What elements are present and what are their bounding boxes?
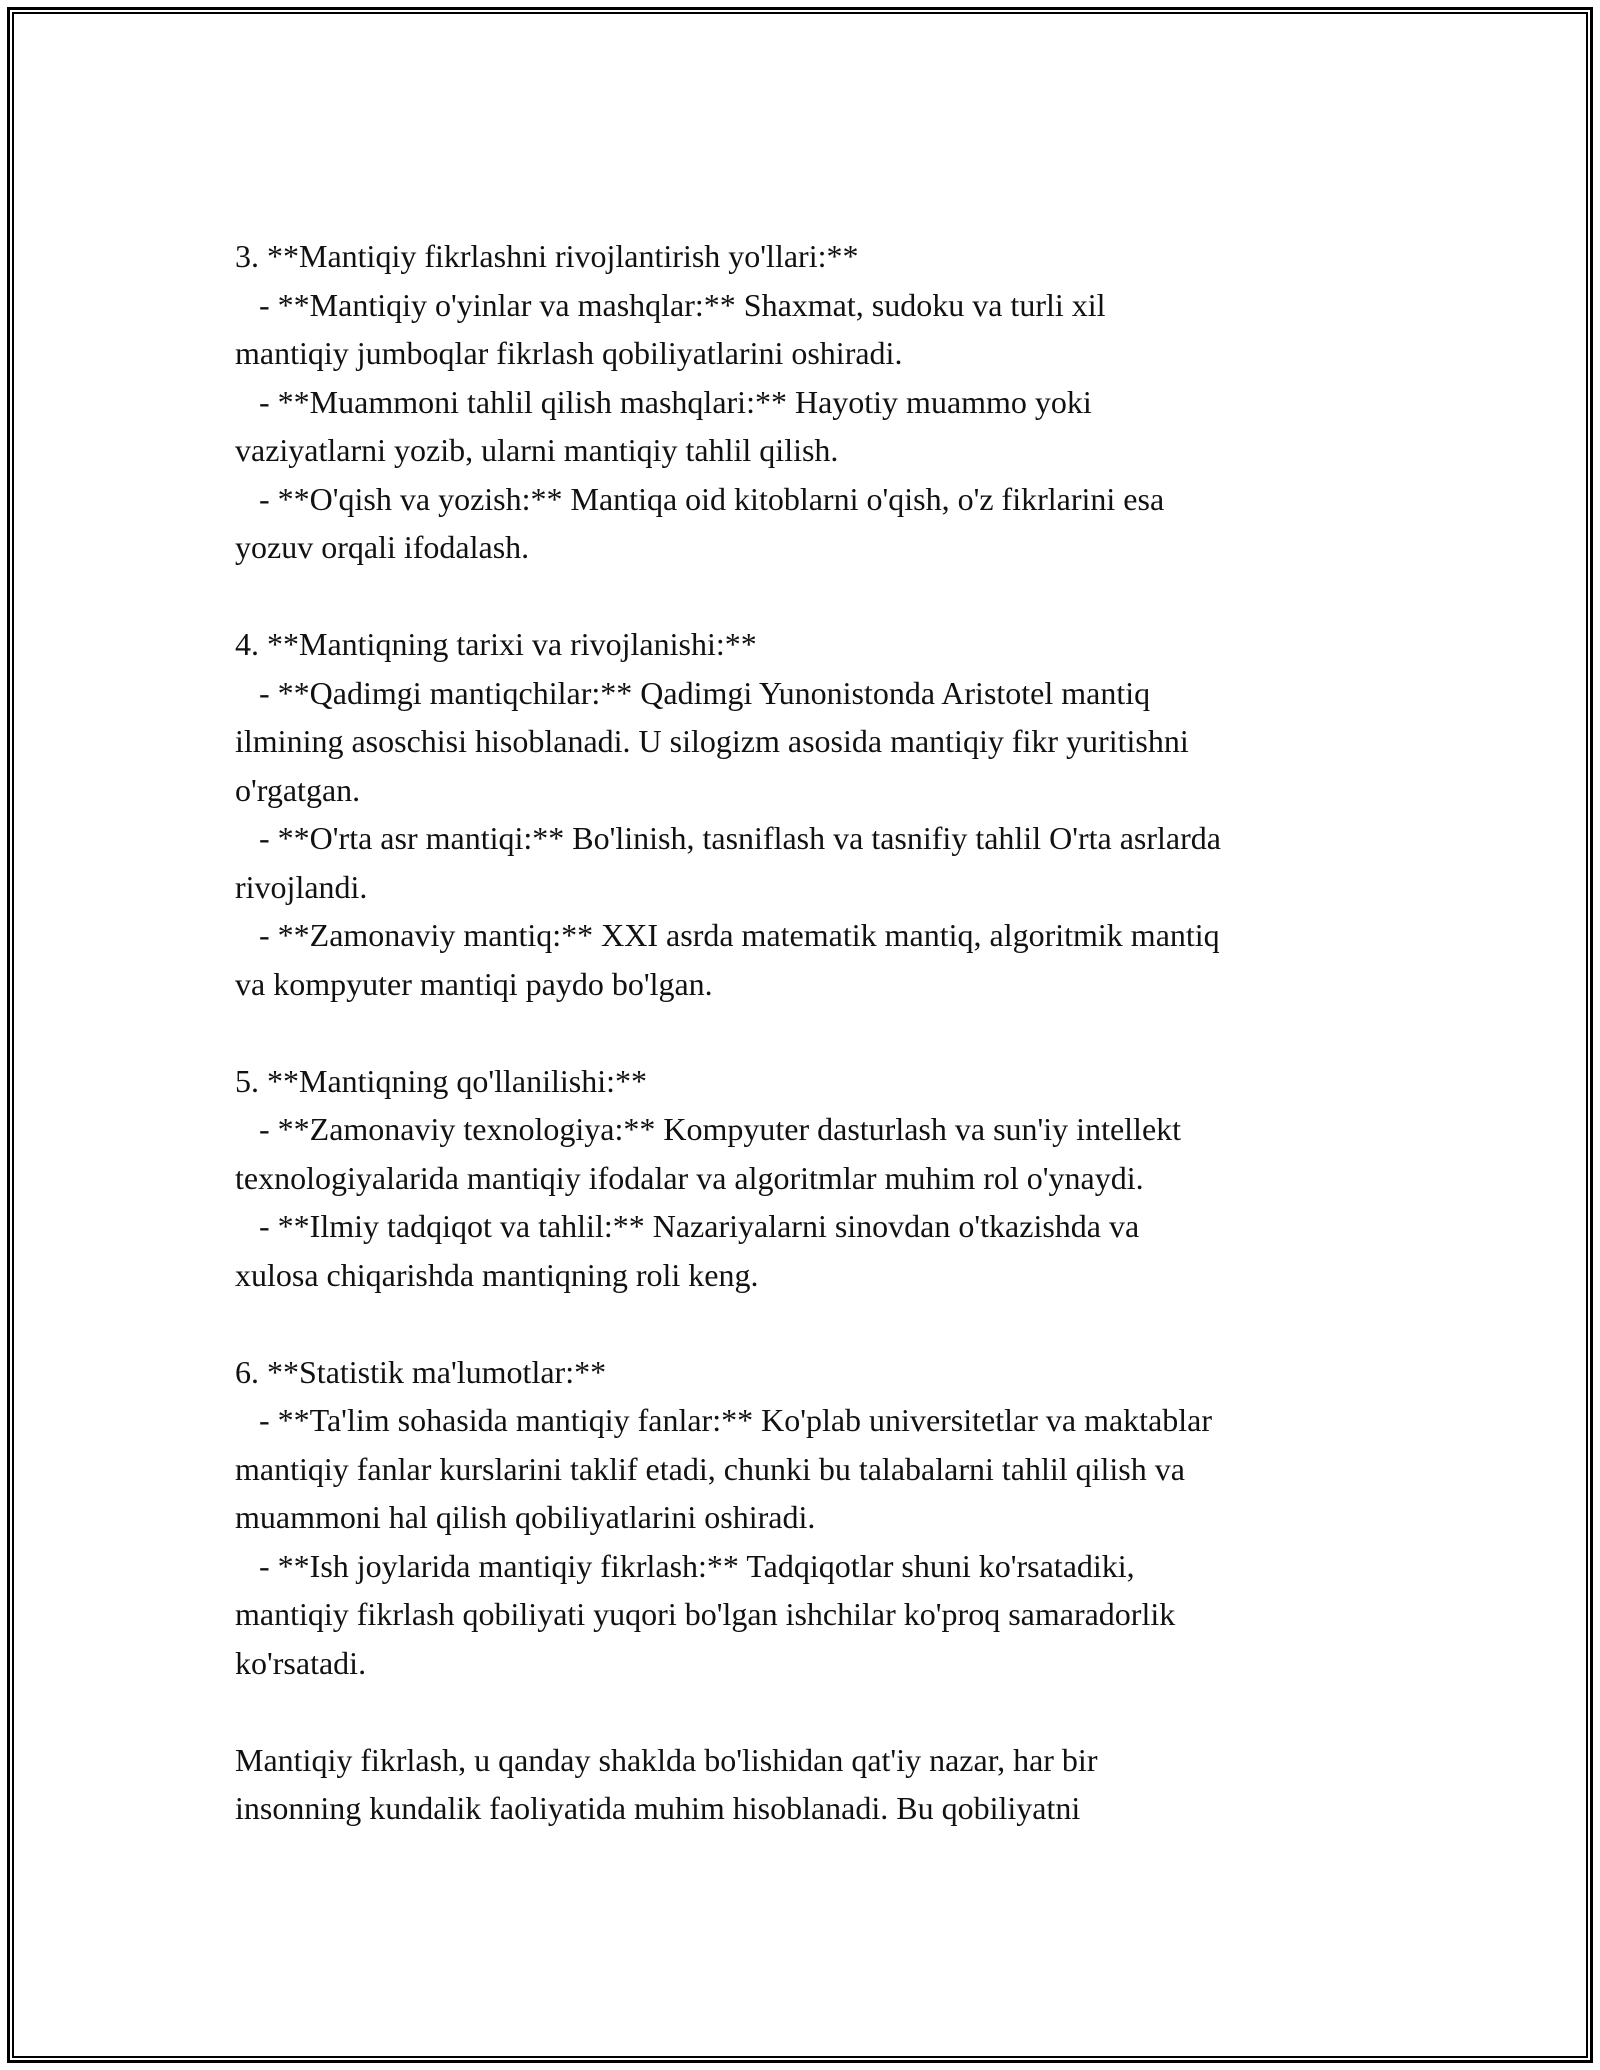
text-line: - **Zamonaviy mantiq:** XXI asrda matematik mantiq, algoritmik mantiq: [235, 917, 1220, 953]
section-heading: 6. **Statistik ma'lumotlar:**: [235, 1353, 607, 1390]
text-line: - **Zamonaviy texnologiya:** Kompyuter dasturlash va sun'iy intellekt: [235, 1111, 1182, 1147]
text-line: xulosa chiqarishda mantiqning roli keng.: [235, 1256, 759, 1293]
section-heading: 4. **Mantiqning tarixi va rivojlanishi:**: [235, 626, 757, 662]
text-line: ko'rsatadi.: [235, 1644, 367, 1681]
text-line: - **O'qish va yozish:** Mantiqa oid kitoblarni o'qish, o'z fikrlarini esa: [235, 480, 1165, 517]
text-line: - **Mantiqiy o'yinlar va mashqlar:** Shaxmat, sudoku va turli xil: [235, 286, 1106, 323]
section-6-statistics: [235, 1348, 1395, 1688]
text-line: Mantiqiy fikrlash, u qanday shaklda bo'lishidan qat'iy nazar, har bir: [235, 1741, 1098, 1778]
text-line: va kompyuter mantiqi paydo bo'lgan.: [235, 965, 713, 1002]
section-4-history: [235, 620, 1395, 1008]
text-line: ilmining asoschisi hisoblanadi. U silogizm asosida mantiqiy fikr yuritishni: [235, 723, 1189, 759]
text-line: vaziyatlarni yozib, ularni mantiqiy tahlil qilish.: [235, 432, 839, 468]
text-line: mantiqiy fanlar kurslarini taklif etadi, chunki bu talabalarni tahlil qilish va: [235, 1450, 1185, 1487]
text-line: - **Muammoni tahlil qilish mashqlari:** Hayotiy muammo yoki: [235, 383, 1092, 420]
section-heading: 3. **Mantiqiy fikrlashni rivojlantirish yo'llari:**: [235, 238, 859, 274]
text-line: rivojlandi.: [235, 868, 368, 905]
text-line: - **Ta'lim sohasida mantiqiy fanlar:** Ko'plab universitetlar va maktablar: [235, 1402, 1213, 1438]
document-body: [235, 232, 1395, 1833]
section-3-development-methods: [235, 232, 1395, 572]
text-line: texnologiyalarida mantiqiy ifodalar va algoritmlar muhim rol o'ynaydi.: [235, 1159, 1144, 1196]
text-line: - **Ilmiy tadqiqot va tahlil:** Nazariyalarni sinovdan o'tkazishda va: [235, 1208, 1140, 1244]
text-line: mantiqiy jumboqlar fikrlash qobiliyatlarini oshiradi.: [235, 335, 903, 371]
text-line: muammoni hal qilish qobiliyatlarini oshiradi.: [235, 1499, 816, 1535]
text-line: yozuv orqali ifodalash.: [235, 529, 530, 565]
text-line: - **Ish joylarida mantiqiy fikrlash:** Tadqiqotlar shuni ko'rsatadiki,: [235, 1547, 1135, 1584]
text-line: mantiqiy fikrlash qobiliyati yuqori bo'lgan ishchilar ko'proq samaradorlik: [235, 1596, 1176, 1632]
text-line: o'rgatgan.: [235, 771, 361, 808]
closing-paragraph: [235, 1736, 1395, 1833]
text-line: - **O'rta asr mantiqi:** Bo'linish, tasniflash va tasnifiy tahlil O'rta asrlarda: [235, 820, 1221, 856]
section-5-applications: [235, 1057, 1395, 1300]
section-heading: 5. **Mantiqning qo'llanilishi:**: [235, 1062, 647, 1099]
text-line: insonning kundalik faoliyatida muhim hisoblanadi. Bu qobiliyatni: [235, 1790, 1081, 1826]
text-line: - **Qadimgi mantiqchilar:** Qadimgi Yunonistonda Aristotel mantiq: [235, 674, 1151, 711]
